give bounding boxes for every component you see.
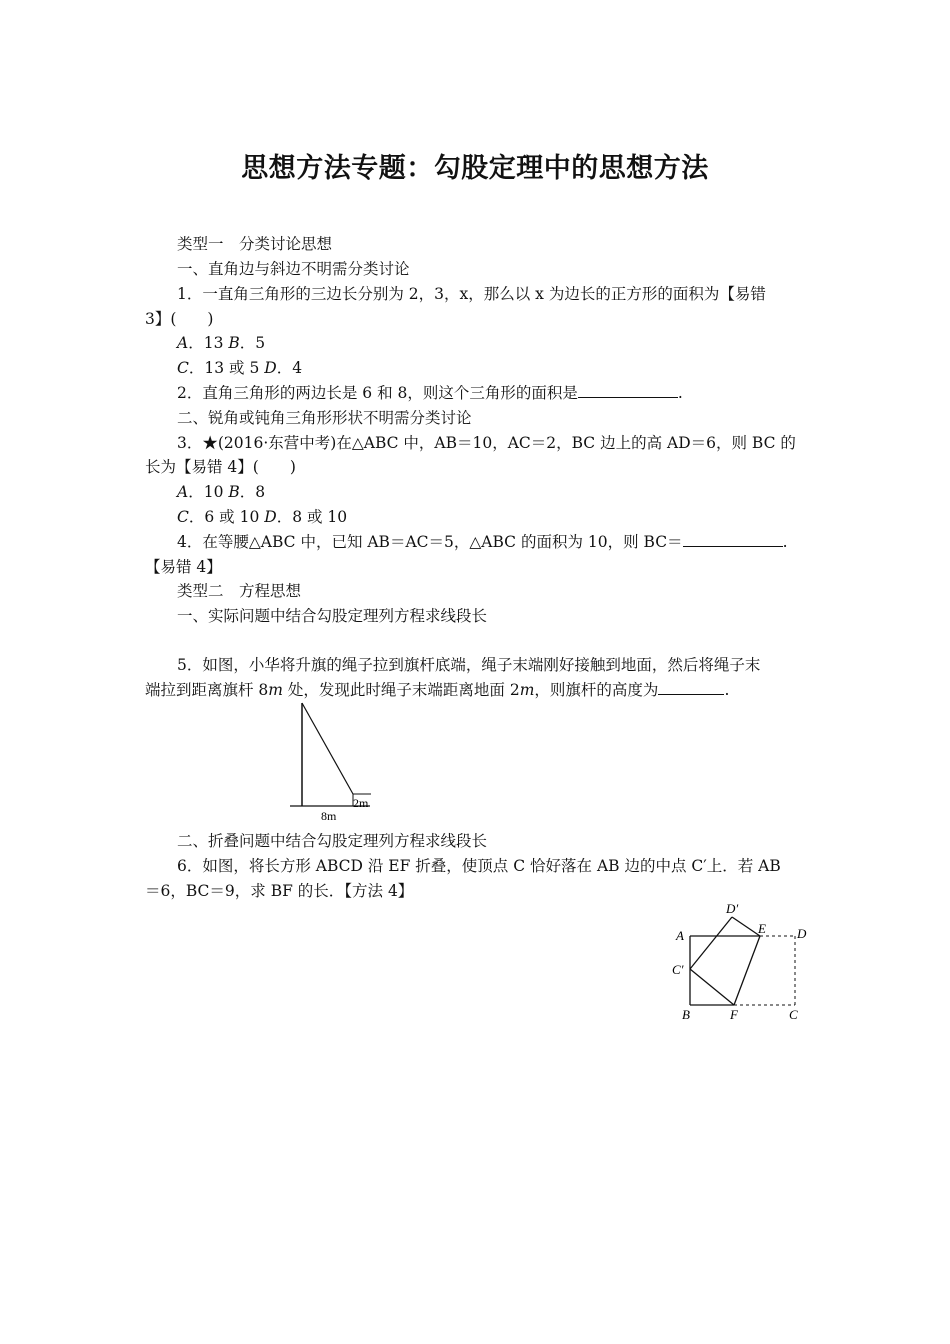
question-3-options-ab (177, 482, 265, 502)
option-a-letter: A (177, 334, 189, 352)
section-heading-type1: 类型一 分类讨论思想 (177, 235, 333, 253)
label-d-prime: D′ (726, 901, 739, 916)
question-5-text-a: 端拉到距离旗杆 8 (145, 681, 269, 699)
label-a: A (676, 928, 684, 943)
option-c-letter: C (177, 508, 189, 526)
option-b-text: ．5 (239, 334, 266, 352)
label-c-prime: C′ (672, 962, 684, 977)
label-f: F (730, 1007, 738, 1022)
option-d-letter: D (264, 359, 277, 377)
flagpole-figure (285, 700, 385, 825)
option-d-letter: D (264, 508, 277, 526)
question-4-line1 (177, 532, 788, 552)
question-1-options-cd (177, 358, 302, 378)
page-title: 思想方法专题：勾股定理中的思想方法 (241, 153, 709, 184)
answer-blank (658, 680, 724, 695)
question-4-end: . (782, 533, 788, 551)
folding-figure (670, 895, 820, 1025)
option-c-text: ．13 或 5 (188, 359, 260, 377)
question-3-line2: 长为【易错 4】( ) (145, 458, 296, 476)
question-3-line1: 3．★(2016·东营中考)在△ABC 中，AB＝10，AC＝2，BC 边上的高 AD＝6，则 BC 的 (177, 434, 796, 452)
answer-blank (578, 383, 678, 398)
subheading-1: 一、直角边与斜边不明需分类讨论 (177, 260, 410, 278)
option-b-text: ．8 (239, 483, 266, 501)
question-6-line1: 6．如图，将长方形 ABCD 沿 EF 折叠，使顶点 C 恰好落在 AB 边的中点 C′上．若 AB (177, 857, 781, 875)
question-2-text: 2．直角三角形的两边长是 6 和 8，则这个三角形的面积是 (177, 384, 578, 402)
label-d: D (797, 926, 807, 941)
option-b-letter: B (228, 334, 240, 352)
question-5-text-b: 处，发现此时绳子末端距离地面 2 (283, 681, 520, 699)
question-3-options-cd (177, 507, 347, 527)
edge-cpf (690, 969, 734, 1005)
label-e: E (758, 921, 766, 936)
label-2m: 2m (353, 796, 369, 810)
option-a-letter: A (177, 483, 189, 501)
option-a-text: ．10 (188, 483, 224, 501)
option-d-text: ．4 (276, 359, 303, 377)
question-6-line2: ＝6，BC＝9，求 BF 的长．【方法 4】 (145, 882, 414, 900)
option-c-text: ．6 或 10 (188, 508, 260, 526)
label-c: C (789, 1007, 798, 1022)
question-5-end: . (724, 681, 730, 699)
label-8m: 8m (321, 809, 337, 823)
question-4-line2: 【易错 4】 (145, 558, 222, 576)
edge-dpe (732, 917, 760, 936)
question-1-line2: 3】( ) (145, 310, 214, 328)
question-5-text-c: ，则旗杆的高度为 (534, 681, 659, 699)
label-b: B (682, 1007, 690, 1022)
rope (302, 703, 353, 794)
subheading-2: 二、锐角或钝角三角形形状不明需分类讨论 (177, 409, 472, 427)
question-5-line2 (145, 680, 729, 700)
question-2-end: . (677, 384, 683, 402)
option-b-letter: B (228, 483, 240, 501)
section-heading-type2: 类型二 方程思想 (177, 582, 302, 600)
question-4-text: 4．在等腰△ABC 中，已知 AB＝AC＝5，△ABC 的面积为 10，则 BC＝ (177, 533, 683, 551)
question-1-options-ab (177, 333, 265, 353)
edge-cpdp (690, 917, 732, 969)
question-2 (177, 383, 683, 403)
option-d-text: ．8 或 10 (276, 508, 348, 526)
unit-m: m (519, 681, 535, 699)
subheading-4: 二、折叠问题中结合勾股定理列方程求线段长 (177, 832, 488, 850)
option-c-letter: C (177, 359, 189, 377)
option-a-text: ．13 (188, 334, 224, 352)
fold-line-ef (734, 936, 760, 1005)
unit-m: m (268, 681, 283, 699)
answer-blank (683, 532, 783, 547)
question-1-line1: 1．一直角三角形的三边长分别为 2，3，x，那么以 x 为边长的正方形的面积为【易错 (177, 285, 766, 303)
subheading-3: 一、实际问题中结合勾股定理列方程求线段长 (177, 607, 488, 625)
question-5-line1: 5．如图，小华将升旗的绳子拉到旗杆底端，绳子末端刚好接触到地面，然后将绳子末 (177, 656, 761, 674)
